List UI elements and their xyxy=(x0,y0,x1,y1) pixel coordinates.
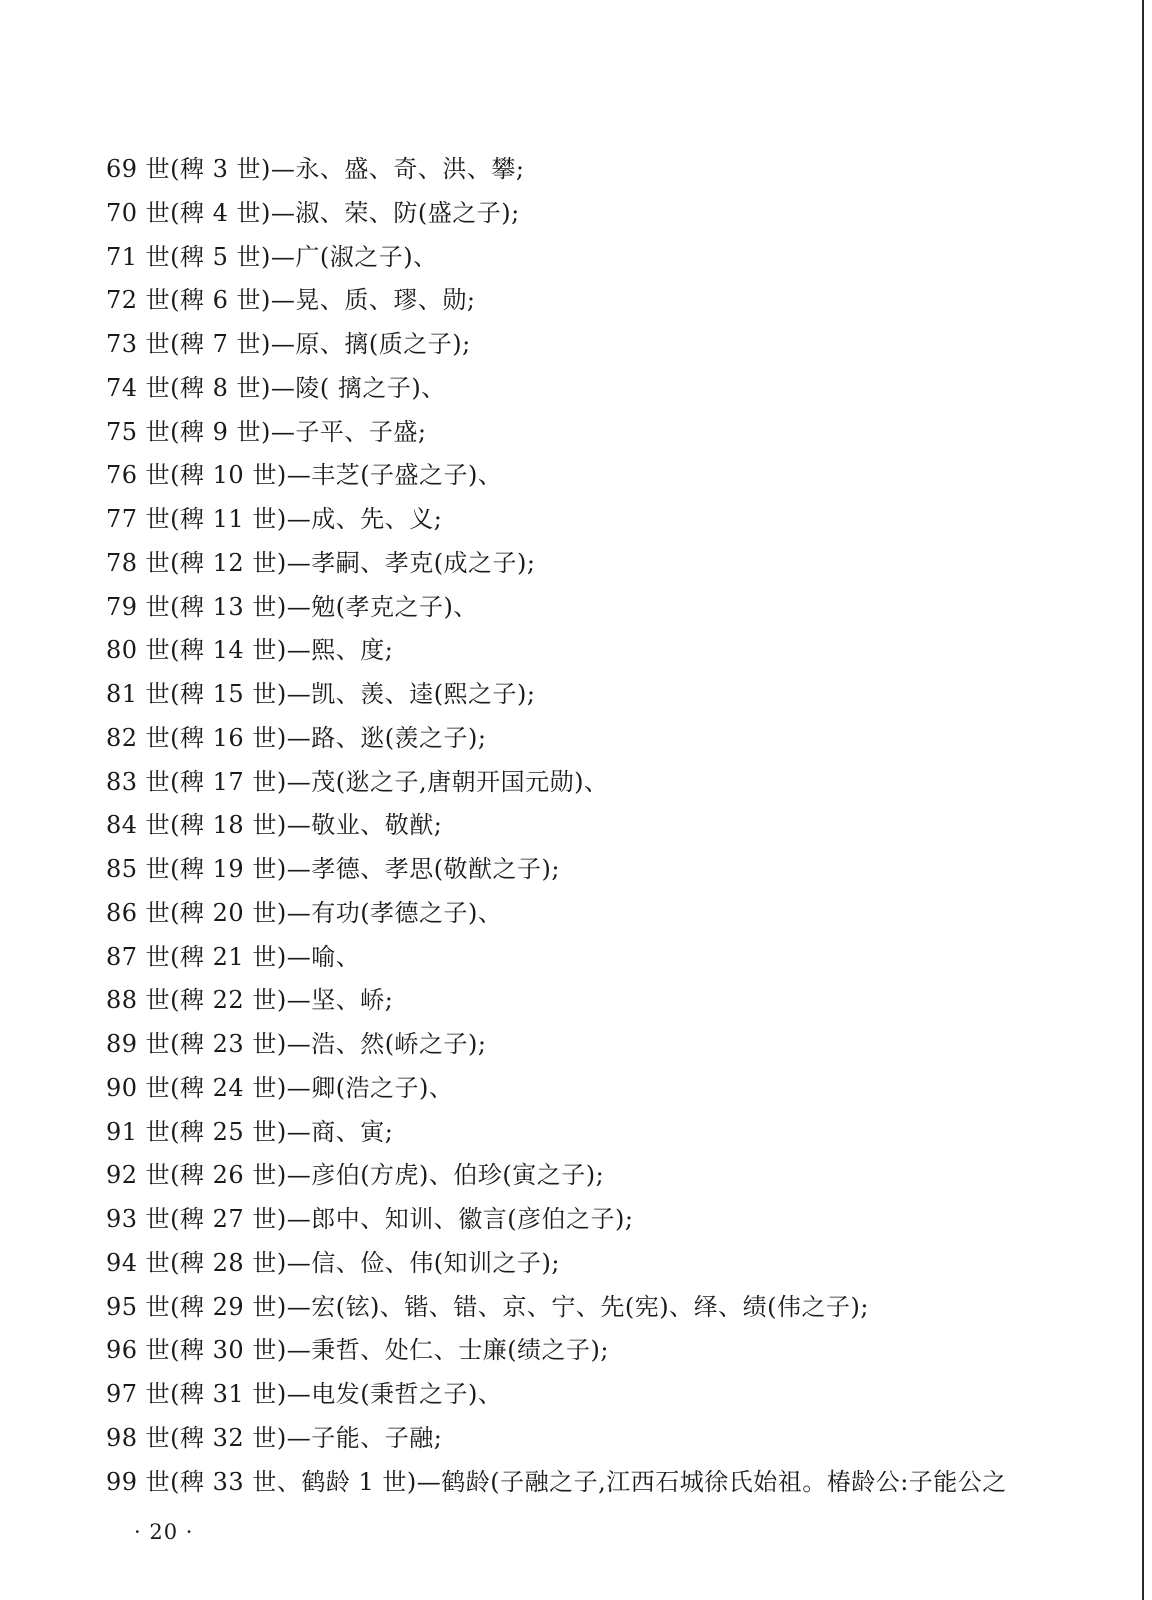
genealogy-line: 84 世(稗 18 世)—敬业、敬猷; xyxy=(106,811,443,840)
genealogy-line: 90 世(稗 24 世)—卿(浩之子)、 xyxy=(106,1073,454,1102)
genealogy-line: 99 世(稗 33 世、鹤龄 1 世)—鹤龄(子融之子,江西石城徐氏始祖。椿龄公:子能公之 xyxy=(106,1467,1007,1496)
genealogy-line: 78 世(稗 12 世)—孝嗣、孝克(成之子); xyxy=(106,548,536,577)
genealogy-line: 79 世(稗 13 世)—勉(孝克之子)、 xyxy=(106,592,478,621)
genealogy-line: 70 世(稗 4 世)—淑、荣、防(盛之子); xyxy=(106,198,520,227)
genealogy-line: 77 世(稗 11 世)—成、先、义; xyxy=(106,505,443,533)
genealogy-line: 86 世(稗 20 世)—有功(孝德之子)、 xyxy=(106,898,503,927)
genealogy-line: 97 世(稗 31 世)—电发(秉哲之子)、 xyxy=(106,1380,503,1408)
genealogy-line: 96 世(稗 30 世)—秉哲、处仁、士廉(绩之子); xyxy=(106,1336,610,1365)
genealogy-line: 80 世(稗 14 世)—熙、度; xyxy=(106,636,394,665)
genealogy-line: 72 世(稗 6 世)—晃、质、璆、勋; xyxy=(106,286,476,315)
scan-edge xyxy=(1142,0,1144,1600)
genealogy-line: 93 世(稗 27 世)—郎中、知训、徽言(彦伯之子); xyxy=(106,1205,634,1233)
genealogy-line: 75 世(稗 9 世)—子平、子盛; xyxy=(106,417,427,446)
genealogy-line: 87 世(稗 21 世)—喻、 xyxy=(106,942,361,971)
genealogy-line: 89 世(稗 23 世)—浩、然(峤之子); xyxy=(106,1030,487,1058)
genealogy-line: 91 世(稗 25 世)—商、寅; xyxy=(106,1117,394,1146)
genealogy-list xyxy=(106,148,1106,1504)
page-number: · 20 · xyxy=(134,1520,194,1544)
genealogy-line: 94 世(稗 28 世)—信、俭、伟(知训之子); xyxy=(106,1248,561,1277)
genealogy-line: 83 世(稗 17 世)—茂(逖之子,唐朝开国元勋)、 xyxy=(106,767,609,796)
genealogy-line: 98 世(稗 32 世)—子能、子融; xyxy=(106,1423,443,1452)
genealogy-line: 76 世(稗 10 世)—丰芝(子盛之子)、 xyxy=(106,461,503,490)
genealogy-line: 92 世(稗 26 世)—彦伯(方虎)、伯珍(寅之子); xyxy=(106,1161,605,1190)
genealogy-line: 88 世(稗 22 世)—坚、峤; xyxy=(106,986,394,1015)
genealogy-line: 71 世(稗 5 世)—广(淑之子)、 xyxy=(106,242,438,271)
genealogy-line: 95 世(稗 29 世)—宏(铉)、锴、错、京、宁、先(宪)、绎、绩(伟之子); xyxy=(106,1292,869,1321)
genealogy-line: 81 世(稗 15 世)—凯、羡、逵(熙之子); xyxy=(106,680,536,708)
genealogy-line: 85 世(稗 19 世)—孝德、孝思(敬猷之子); xyxy=(106,855,561,883)
genealogy-line: 82 世(稗 16 世)—路、逖(羡之子); xyxy=(106,723,487,752)
genealogy-line: 69 世(稗 3 世)—永、盛、奇、洪、攀; xyxy=(106,155,525,183)
genealogy-line: 73 世(稗 7 世)—原、摛(质之子); xyxy=(106,330,471,358)
genealogy-line: 74 世(稗 8 世)—陵( 摛之子)、 xyxy=(106,373,446,402)
